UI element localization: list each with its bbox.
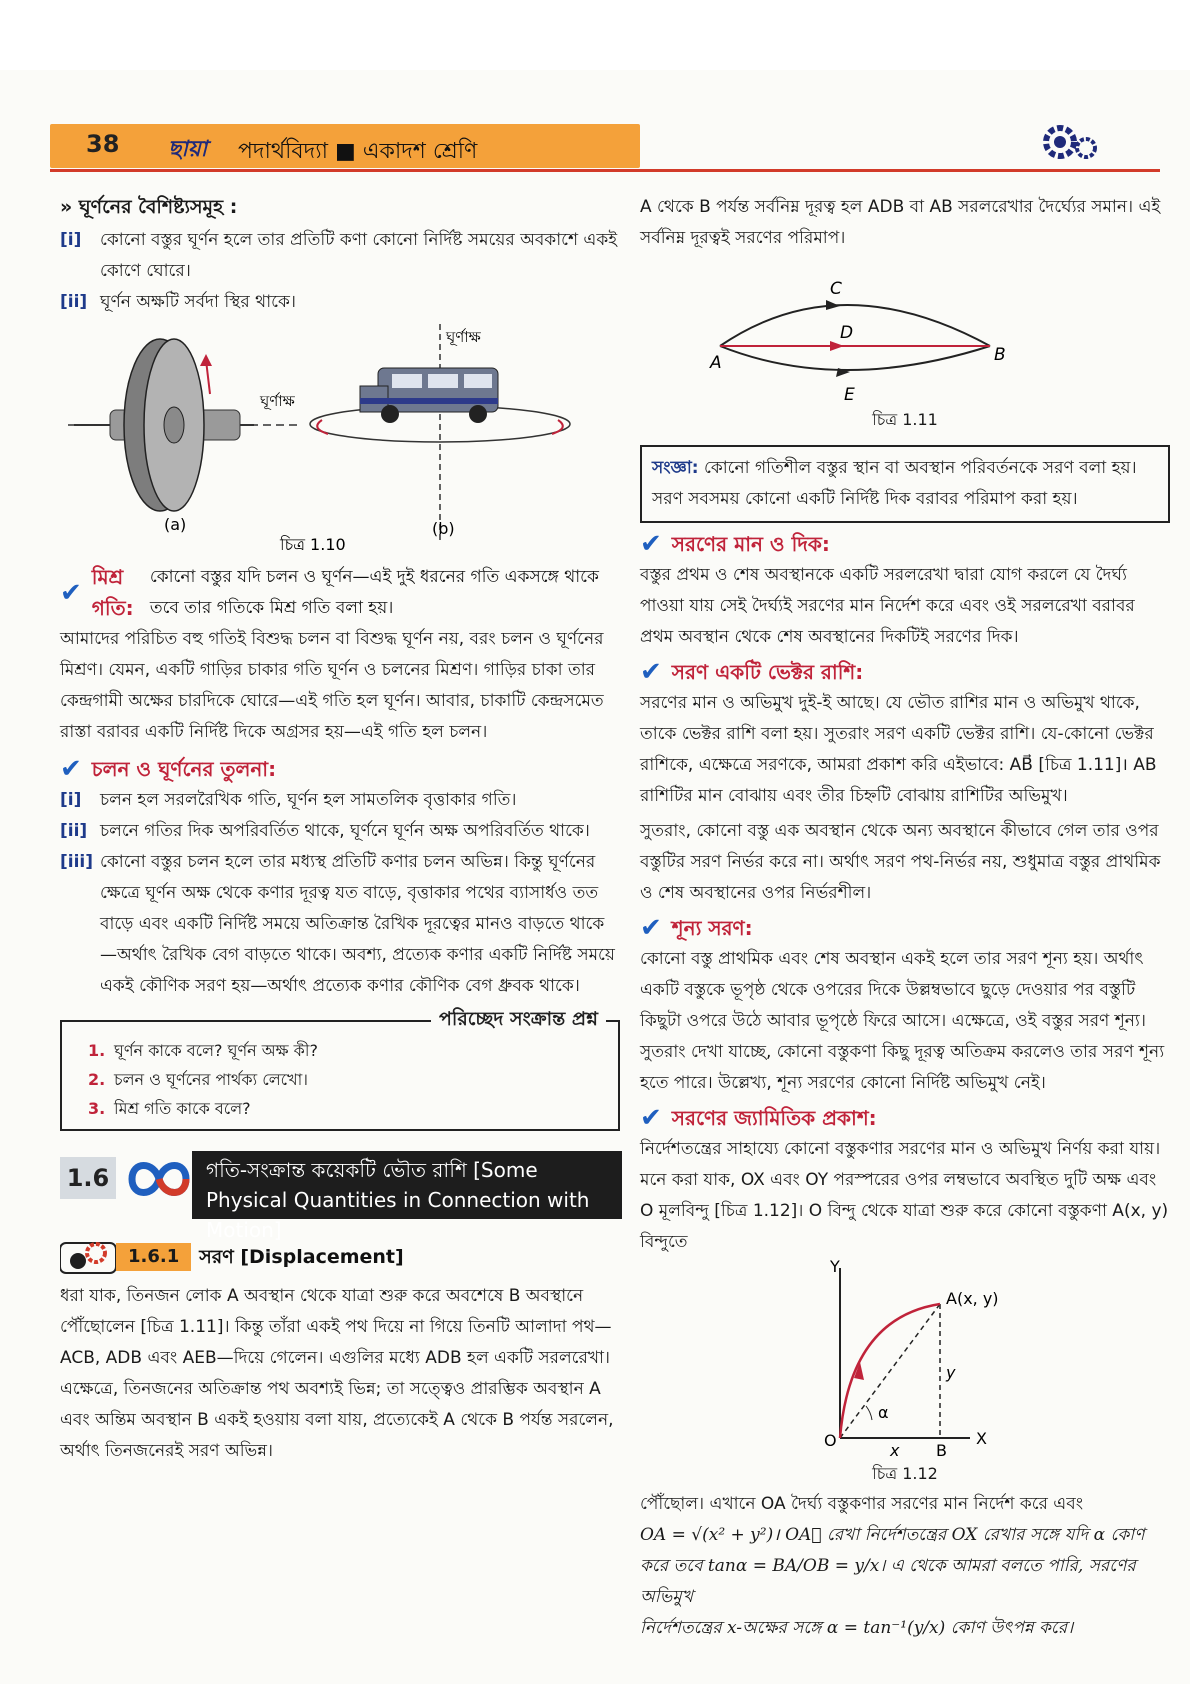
right-column (640, 192, 1170, 1644)
compare-item: [i] চলন হল সরলরৈখিক গতি, ঘূর্ণন হল সামতলিক বৃত্তাকার গতি। (60, 790, 517, 810)
point-D: D (840, 323, 854, 343)
formula-1: OA = √(x² + y²)। OA⃗ রেখা নির্দেশতন্ত্রের OX রেখার সঙ্গে যদি α কোণ (640, 1525, 1145, 1545)
geometric-text: নির্দেশতন্ত্রের সাহায্যে কোনো বস্তুকণার সরণের মান ও অভিমুখ নির্ণয় করা যায়। মনে করা যাক, OX এবং OY পরস্পরের ওপর লম্বভাবে অবস্থিত দুটি অক্ষ এবং O মূলবিন্দু [চিত্র 1.12]। O বিন্দু থেকে যাত্রা শুরু করে কোনো বস্তুকণা A(x, y) বিন্দুতে (640, 1139, 1169, 1252)
caption-1-12: চিত্র 1.12 (872, 1464, 938, 1483)
after-figure: পৌঁছোল। এখানে OA দৈর্ঘ্য বস্তুকণার সরণের মান নির্দেশ করে এবং (640, 1494, 1084, 1514)
gear-icon (60, 1239, 116, 1275)
mixed-heading: ✔ মিশ্র গতি: কোনো বস্তুর যদি চলন ও ঘূর্ণন—এই দুই ধরনের গতি একসঙ্গে থাকে তবে তার গতিকে মিশ্র গতি বলা হয়। (60, 565, 599, 620)
book-title: পদার্থবিদ্যা ■ একাদশ শ্রেণি (238, 139, 478, 164)
path-paragraph: সুতরাং, কোনো বস্তু এক অবস্থান থেকে অন্য অবস্থানে কীভাবে গেল তার ওপর বস্তুটির সরণ নির্ভর করে না। অর্থাৎ সরণ পথ-নির্ভর নয়, শুধুমাত্র বস্তুর প্রাথমিক ও শেষ অবস্থানের ওপর নির্ভরশীল। (640, 821, 1161, 903)
zero-text: কোনো বস্তু প্রাথমিক এবং শেষ অবস্থান একই হলে তার সরণ শূন্য হয়। অর্থাৎ একটি বস্তুকে ভূপৃষ্ঠ থেকে ওপরের দিকে উল্লম্বভাবে ছুড়ে দেওয়ার পর বস্তুটি কিছুটা ওপরে উঠে আবার ভূপৃষ্ঠে ফিরে আসে। এক্ষেত্রে, ওই বস্তুর সরণ শূন্য। সুতরাং দেখা যাচ্ছে, কোনো বস্তুকণা কিছু দূরত্ব অতিক্রম করলেও তার সরণ শূন্য হতে পারে। উল্লেখ্য, শূন্য সরণের কোনো নির্দিষ্ট অভিমুখ নেই। (640, 949, 1165, 1093)
formula-2: করে তবে tanα = BA/OB = y/x। এ থেকে আমরা বলতে পারি, সরণের অভিমুখ (640, 1556, 1136, 1607)
caption-1-10: চিত্র 1.10 (280, 535, 346, 554)
vector-text: সরণের মান ও অভিমুখ দুই-ই আছে। যে ভৌত রাশির মান ও অভিমুখ থাকে, তাকে ভেক্টর রাশি বলা হয়। সুতরাং সরণ একটি ভেক্টর রাশি। যে-কোনো ভেক্টর রাশিকে, এক্ষেত্রে সরণকে, আমরা প্রকাশ করি এইভাবে: AB⃗ [চিত্র 1.11]। AB রাশিটির মান বোঝায় এবং তীর চিহ্নটি বোঝায় রাশিটির অভিমুখ। (640, 693, 1157, 806)
checkmark-icon: ✔ (640, 529, 662, 559)
intro-paragraph: A থেকে B পর্যন্ত সর্বনিম্ন দূরত্ব হল ADB বা AB সরলরেখার দৈর্ঘ্যের সমান। এই সর্বনিম্ন দূরত্বই সরণের পরিমাপ। (640, 197, 1161, 248)
feature-item: [i] কোনো বস্তুর ঘূর্ণন হলে তার প্রতিটি কণা কোনো নির্দিষ্ট সময়ের অবকাশে একই কোণে ঘোরে। (60, 230, 618, 281)
compare-item: [iii] কোনো বস্তুর চলন হলে তার মধ্যস্থ প্রতিটি কণার চলন অভিন্ন। কিন্তু ঘূর্ণনের ক্ষেত্রে ঘূর্ণন অক্ষ থেকে কণার দূরত্ব যত বাড়ে, বৃত্তাকার পথের ব্যাসার্ধও তত বাড়ে এবং একটি নির্দিষ্ট সময়ে অতিক্রান্ত রৈখিক দূরত্বের মানও বাড়তে থাকে—অর্থাৎ রৈখিক বেগ বাড়তে থাকে। অবশ্য, প্রত্যেক কণার একটি নির্দিষ্ট সময়ে একই কৌণিক সরণ হয়—অর্থাৎ প্রত্যেক কণার কৌণিক বেগ ধ্রুবক থাকে। (60, 852, 615, 996)
checkmark-icon: ✔ (60, 577, 82, 608)
checkmark-icon: ✔ (640, 913, 662, 943)
subsection-number: 1.6.1 (116, 1243, 191, 1271)
displacement-paragraph: ধরা যাক, তিনজন লোক A অবস্থান থেকে যাত্রা শুরু করে অবশেষে B অবস্থানে পৌঁছোলেন [চিত্র 1.11]। কিন্তু তাঁরা একই পথ দিয়ে না গিয়ে তিনটি আলাদা পথ—ACB, ADB এবং AEB—দিয়ে গেলেন। এগুলির মধ্যে ADB হল একটি সরলরেখা। এক্ষেত্রে, তিনজনের অতিক্রান্ত পথ অবশ্যই ভিন্ন; তা সত্ত্বেও প্রারম্ভিক অবস্থান A এবং অন্তিম অবস্থান B একই হওয়ায় বলা যায়, প্রত্যেকেই A থেকে B পর্যন্ত সরলেন, অর্থাৎ তিনজনেরই সরণ অভিন্ন। (60, 1286, 614, 1461)
questions-box (60, 1008, 620, 1131)
zero-heading: ✔ শূন্য সরণ: (640, 913, 753, 943)
definition-box: সংজ্ঞা: কোনো গতিশীল বস্তুর স্থান বা অবস্থান পরিবর্তনকে সরণ বলা হয়। সরণ সবসময় কোনো একটি নির্দিষ্ট দিক বরাবর পরিমাপ করা হয়। (640, 445, 1170, 523)
feature-item: [ii] ঘূর্ণন অক্ষটি সর্বদা স্থির থাকে। (60, 292, 296, 312)
origin-O: O (824, 1431, 837, 1450)
page-header (50, 124, 1160, 174)
checkmark-icon: ✔ (640, 657, 662, 687)
axis-label-b: ঘূর্ণাক্ষ (446, 328, 481, 346)
checkmark-icon: ✔ (640, 1103, 662, 1133)
header-rule (50, 169, 1160, 172)
questions-title: পরিচ্ছেদ সংক্রান্ত প্রশ্ন (431, 1004, 606, 1035)
features-heading: » ঘূর্ণনের বৈশিষ্ট্যসমূহ : (60, 196, 238, 218)
point-A: A (710, 353, 722, 373)
section-title: গতি-সংক্রান্ত কয়েকটি ভৌত রাশি [Some Physical Quantities in Connection with Motion] (192, 1151, 622, 1219)
label-b: (b) (432, 519, 455, 538)
figure-1-10 (60, 324, 620, 554)
point-B: B (936, 1441, 947, 1458)
page-top-margin (0, 0, 1190, 70)
question-item: 3. মিশ্র গতি কাকে বলে? (88, 1099, 251, 1118)
subsection-title: সরণ [Displacement] (199, 1245, 404, 1268)
vector-heading: ✔ সরণ একটি ভেক্টর রাশি: (640, 657, 864, 687)
brand-logo: ছায়া (168, 137, 208, 162)
axis-label-a: ঘূর্ণাক্ষ (260, 392, 295, 410)
point-E: E (844, 385, 855, 404)
checkmark-icon: ✔ (60, 754, 82, 784)
point-B: B (994, 345, 1006, 365)
angle-alpha: α (878, 1403, 889, 1422)
question-item: 2. চলন ও ঘূর্ণনের পার্থক্য লেখো। (88, 1070, 308, 1089)
label-x: x (890, 1441, 900, 1458)
compare-item: [ii] চলনে গতির দিক অপরিবর্তিত থাকে, ঘূর্ণনে ঘূর্ণন অক্ষ অপরিবর্তিত থাকে। (60, 821, 590, 841)
axis-X: X (976, 1429, 987, 1448)
caption-1-11: চিত্র 1.11 (872, 410, 938, 429)
point-A-xy: A(x, y) (946, 1289, 999, 1308)
question-item: 1. ঘূর্ণন কাকে বলে? ঘূর্ণন অক্ষ কী? (88, 1041, 318, 1060)
figure-1-12 (640, 1258, 1170, 1458)
gear-icon (1040, 120, 1100, 170)
magnitude-text: বস্তুর প্রথম ও শেষ অবস্থানকে একটি সরলরেখা দ্বারা যোগ করলে যে দৈর্ঘ্য পাওয়া যায় সেই দৈর্ঘ্যই সরণের মান নির্দেশ করে এবং ওই সরলরেখা বরাবর প্রথম অবস্থান থেকে শেষ অবস্থানের দিকটিই সরণের দিক। (640, 565, 1135, 647)
compare-heading: ✔ চলন ও ঘূর্ণনের তুলনা: (60, 754, 277, 784)
left-column (60, 192, 620, 1467)
section-1-6-banner (60, 1151, 620, 1242)
axis-Y: Y (830, 1258, 840, 1276)
section-number: 1.6 (60, 1157, 116, 1199)
figure-1-11 (640, 254, 1170, 404)
formula-3: নির্দেশতন্ত্রের x-অক্ষের সঙ্গে α = tan⁻¹(y/x) কোণ উৎপন্ন করে। (640, 1618, 1074, 1638)
geometric-heading: ✔ সরণের জ্যামিতিক প্রকাশ: (640, 1103, 877, 1133)
label-y: y (946, 1363, 956, 1382)
label-a: (a) (164, 515, 187, 534)
infinity-icon (122, 1151, 196, 1207)
point-C: C (830, 279, 842, 299)
page-number: 38 (86, 130, 120, 158)
mixed-paragraph: আমাদের পরিচিত বহু গতিই বিশুদ্ধ চলন বা বিশুদ্ধ ঘূর্ণন নয়, বরং চলন ও ঘূর্ণনের মিশ্রণ। যেমন, একটি গাড়ির চাকার গতি ঘূর্ণন ও চলনের মিশ্রণ। গাড়ির চাকা তার কেন্দ্রগামী অক্ষের চারদিকে ঘোরে—এই গতি হল ঘূর্ণন। আবার, চাকাটি কেন্দ্রসমেত রাস্তা বরাবর একটি নির্দিষ্ট দিকে অগ্রসর হয়—এই গতি হল চলন। (60, 629, 604, 742)
magnitude-heading: ✔ সরণের মান ও দিক: (640, 529, 830, 559)
